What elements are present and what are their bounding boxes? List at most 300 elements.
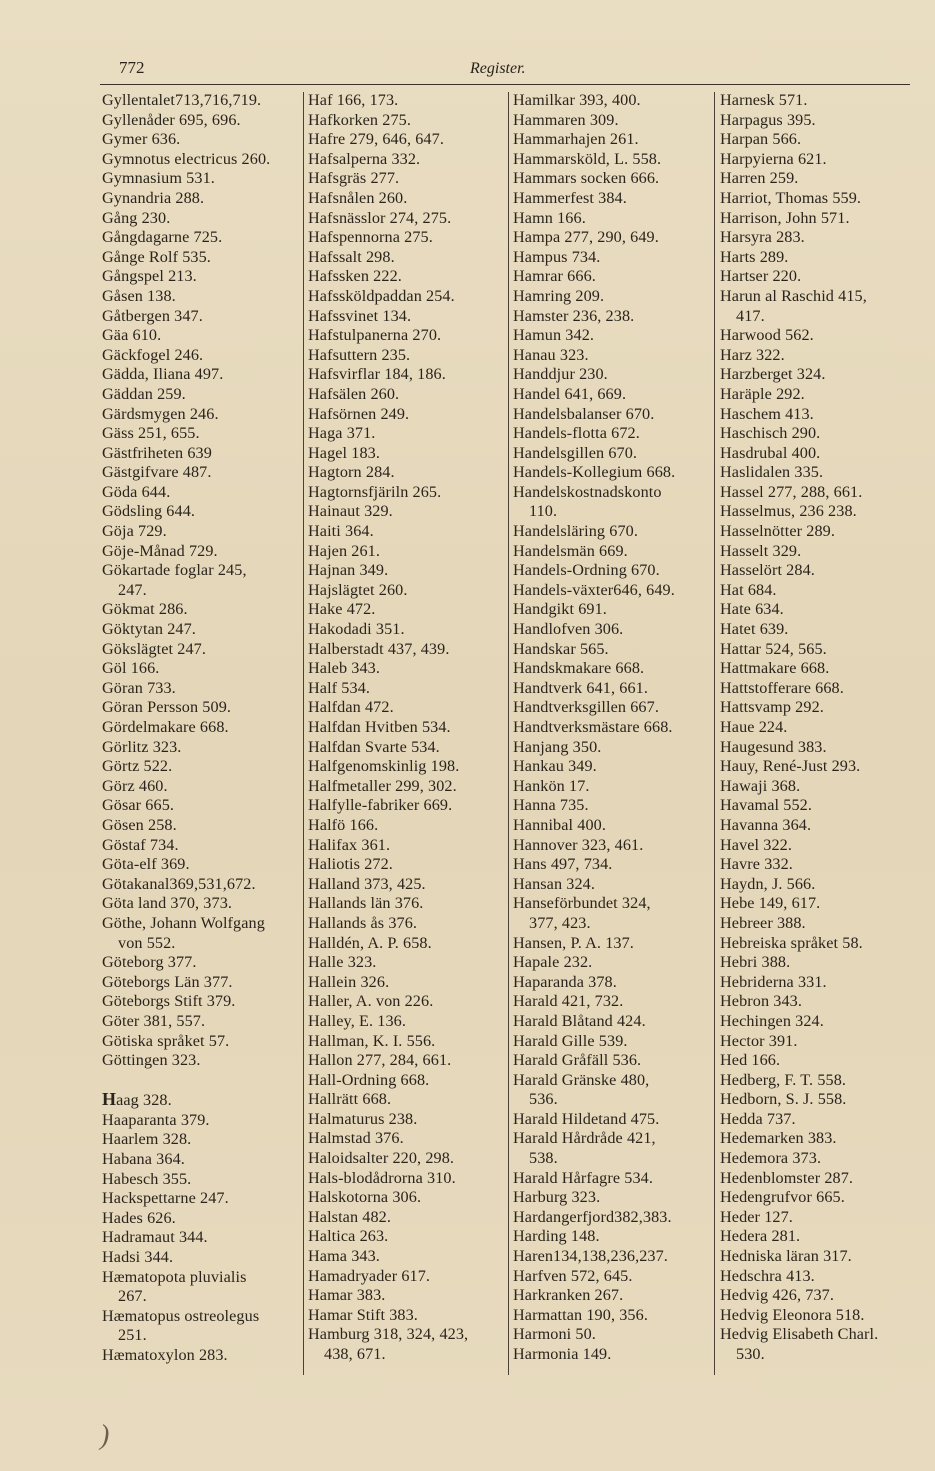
- index-entry: [513, 463, 711, 483]
- entry-text: Hafsörnen 249.: [308, 404, 410, 423]
- entry-text: Göktytan 247.: [102, 620, 196, 639]
- index-entry: [308, 1090, 504, 1110]
- entry-text: Harfven 572, 645.: [513, 1266, 633, 1285]
- index-entry: [720, 894, 916, 914]
- index-entry: [102, 1248, 298, 1268]
- index-entry: [102, 405, 298, 425]
- entry-text: Göl 166.: [102, 659, 160, 678]
- entry-text: Habana 364.: [102, 1150, 185, 1169]
- index-entry: [308, 777, 504, 797]
- index-entry: [102, 1209, 298, 1229]
- entry-text: Handels-flotta 672.: [513, 424, 640, 443]
- index-entry: [102, 91, 298, 111]
- index-entry: [102, 189, 298, 209]
- index-entry: [720, 1286, 916, 1306]
- index-entry: [513, 659, 711, 679]
- entry-text: Harsyra 283.: [720, 228, 805, 247]
- entry-text: Hawaji 368.: [720, 776, 801, 795]
- entry-text: Hakodadi 351.: [308, 620, 405, 639]
- entry-text: Handtverksmästare 668.: [513, 718, 673, 736]
- index-entry: [720, 228, 916, 248]
- index-entry: [720, 91, 916, 111]
- entry-text: Hector 391.: [720, 1031, 798, 1050]
- index-entry: [513, 1169, 711, 1189]
- entry-text: [102, 1091, 172, 1109]
- index-entry: [720, 875, 916, 895]
- entry-text: Hebreer 388.: [720, 913, 806, 932]
- index-entry: [102, 600, 298, 620]
- index-entry: [308, 738, 504, 758]
- index-entry: [720, 1090, 916, 1110]
- entry-text: Hapale 232.: [513, 953, 593, 972]
- entry-text: Gökmat 286.: [102, 600, 188, 619]
- index-entry: [720, 855, 916, 875]
- index-entry: [720, 777, 916, 797]
- index-entry: [513, 91, 711, 111]
- index-entry: [513, 1071, 711, 1110]
- index-entry: [513, 326, 711, 346]
- entry-text: Götakanal369,531,672.: [102, 874, 256, 893]
- index-entry: [308, 855, 504, 875]
- entry-text: Hamburg 318, 324, 423,: [308, 1325, 469, 1344]
- entry-text: Hamadryader 617.: [308, 1266, 431, 1285]
- index-entry: [720, 150, 916, 170]
- index-entry: [308, 365, 504, 385]
- entry-text: Gåsen 138.: [102, 286, 176, 305]
- index-entry: [720, 1110, 916, 1130]
- entry-text: Gångspel 213.: [102, 267, 197, 286]
- index-entry: [513, 130, 711, 150]
- entry-text: Halfmetaller 299, 302.: [308, 776, 457, 795]
- entry-text: Göta-elf 369.: [102, 855, 190, 874]
- entry-text: Halfdan 472.: [308, 698, 394, 717]
- entry-text: Gyllenåder 695, 696.: [102, 110, 241, 129]
- entry-text: Handlofven 306.: [513, 620, 624, 639]
- entry-text: Hallands ås 376.: [308, 913, 418, 932]
- index-entry: [720, 581, 916, 601]
- entry-text: Haschem 413.: [720, 404, 814, 423]
- entry-text: Hedemora 373.: [720, 1149, 822, 1168]
- index-entry: [720, 796, 916, 816]
- index-entry: [720, 130, 916, 150]
- index-entry: [102, 757, 298, 777]
- entry-text: Hedberg, F. T. 558.: [720, 1070, 847, 1089]
- index-entry: [102, 365, 298, 385]
- index-entry: [102, 1051, 298, 1071]
- entry-text: Haf 166, 173.: [308, 91, 399, 109]
- index-entry: [720, 1325, 916, 1364]
- entry-text: Handskar 565.: [513, 639, 609, 658]
- entry-text: Hallands län 376.: [308, 894, 424, 913]
- entry-text: Gäddan 259.: [102, 384, 186, 403]
- index-column-2: [308, 91, 504, 1365]
- index-entry: [513, 1110, 711, 1130]
- index-entry: [308, 1247, 504, 1267]
- entry-text: Handtverk 641, 661.: [513, 678, 648, 697]
- index-entry: [513, 483, 711, 522]
- entry-text: Hadramaut 344.: [102, 1228, 208, 1247]
- entry-text: Hedschra 413.: [720, 1266, 815, 1285]
- entry-text: Handel 641, 669.: [513, 384, 627, 403]
- index-entry: [513, 287, 711, 307]
- index-entry: [308, 698, 504, 718]
- index-entry: [513, 620, 711, 640]
- index-entry: [720, 1208, 916, 1228]
- index-entry: [102, 875, 298, 895]
- index-entry: [308, 581, 504, 601]
- index-entry: [720, 385, 916, 405]
- index-entry: [720, 1169, 916, 1189]
- entry-text: Hedera 281.: [720, 1227, 801, 1246]
- index-entry: [308, 973, 504, 993]
- index-entry: [102, 1307, 298, 1346]
- index-entry: [308, 1169, 504, 1189]
- entry-text: Gökartade foglar 245,: [102, 561, 247, 580]
- entry-continuation: 247.: [118, 580, 147, 599]
- running-head: Register.: [470, 60, 526, 77]
- entry-text: Handels-växter646, 649.: [513, 580, 675, 599]
- index-entry: [720, 973, 916, 993]
- entry-text: Hardangerfjord382,383.: [513, 1207, 672, 1226]
- entry-text: Hamar 383.: [308, 1286, 386, 1305]
- index-entry: [308, 757, 504, 777]
- entry-text: Hammerfest 384.: [513, 188, 627, 207]
- entry-text: Harts 289.: [720, 247, 789, 266]
- entry-text: Halmaturus 238.: [308, 1109, 418, 1128]
- entry-text: Hammarsköld, L. 558.: [513, 149, 662, 168]
- index-entry: [513, 111, 711, 131]
- index-entry: [102, 1150, 298, 1170]
- entry-text: Hajnan 349.: [308, 561, 389, 580]
- index-entry: [720, 111, 916, 131]
- entry-text: Gäa 610.: [102, 326, 162, 345]
- entry-continuation: 251.: [118, 1326, 147, 1345]
- index-entry: [308, 150, 504, 170]
- index-entry: [308, 542, 504, 562]
- entry-text: Gästgifvare 487.: [102, 463, 212, 482]
- entry-text: Hedemarken 383.: [720, 1129, 837, 1148]
- entry-text: Hedvig Elisabeth Charl.: [720, 1325, 879, 1344]
- index-entry: [720, 757, 916, 777]
- index-entry: [720, 718, 916, 738]
- entry-text: Harmoni 50.: [513, 1325, 596, 1344]
- index-entry: [308, 1286, 504, 1306]
- entry-text: Halstan 482.: [308, 1207, 392, 1226]
- entry-text: Haleb 343.: [308, 659, 381, 678]
- entry-text: Hebreiska språket 58.: [720, 933, 863, 952]
- index-entry: [102, 424, 298, 444]
- entry-text: Halle 323.: [308, 953, 377, 972]
- entry-text: Hasselört 284.: [720, 561, 815, 580]
- index-entry: [102, 718, 298, 738]
- entry-text: Halfgenomskinlig 198.: [308, 757, 460, 776]
- entry-text: Hedvig Eleonora 518.: [720, 1305, 865, 1324]
- entry-text: Gästfriheten 639: [102, 443, 212, 462]
- entry-text: Hafsalperna 332.: [308, 149, 421, 168]
- index-entry: [720, 522, 916, 542]
- index-entry: [102, 679, 298, 699]
- index-entry: [513, 816, 711, 836]
- entry-text: Hebe 149, 617.: [720, 894, 821, 913]
- index-entry: [102, 287, 298, 307]
- entry-text: Gymnotus electricus 260.: [102, 149, 271, 168]
- index-entry: [720, 934, 916, 954]
- entry-text: Halberstadt 437, 439.: [308, 639, 450, 658]
- index-entry: [308, 1208, 504, 1228]
- index-entry: [513, 405, 711, 425]
- entry-text: Hake 472.: [308, 600, 376, 619]
- index-entry: [102, 1189, 298, 1209]
- entry-text: Hals-blodådrorna 310.: [308, 1168, 456, 1187]
- index-entry: [513, 1306, 711, 1326]
- entry-text: Hafssköldpaddan 254.: [308, 286, 455, 305]
- index-entry: [308, 1267, 504, 1287]
- entry-text: Hajen 261.: [308, 541, 381, 560]
- index-entry: [308, 111, 504, 131]
- index-entry: [513, 1208, 711, 1228]
- entry-text: Haller, A. von 226.: [308, 992, 434, 1011]
- entry-text: Handdjur 230.: [513, 365, 608, 384]
- entry-text: Harald 421, 732.: [513, 992, 624, 1011]
- index-entry: [308, 796, 504, 816]
- entry-text: Göje-Månad 729.: [102, 541, 218, 560]
- index-entry: [308, 1188, 504, 1208]
- index-entry: [720, 1149, 916, 1169]
- entry-text: Halifax 361.: [308, 835, 391, 854]
- index-entry: [720, 346, 916, 366]
- index-entry: [102, 698, 298, 718]
- index-entry: [513, 228, 711, 248]
- entry-text: Harnesk 571.: [720, 91, 808, 109]
- index-entry: [308, 307, 504, 327]
- index-entry: [513, 248, 711, 268]
- index-entry: [102, 973, 298, 993]
- index-entry: [720, 698, 916, 718]
- index-entry: [102, 836, 298, 856]
- index-entry: [102, 228, 298, 248]
- entry-text: Haloidsalter 220, 298.: [308, 1149, 455, 1168]
- entry-text: Hafre 279, 646, 647.: [308, 130, 444, 149]
- entry-text: Harding 148.: [513, 1227, 600, 1246]
- column-divider: [303, 92, 304, 1375]
- index-entry: [720, 738, 916, 758]
- entry-text: Harzberget 324.: [720, 365, 826, 384]
- index-entry: [102, 1268, 298, 1307]
- entry-continuation: 530.: [736, 1345, 765, 1363]
- entry-text: Hagel 183.: [308, 443, 381, 462]
- index-entry: [102, 659, 298, 679]
- entry-text: Gädda, Iliana 497.: [102, 365, 224, 384]
- entry-text: Haugesund 383.: [720, 737, 827, 756]
- index-entry: [513, 1188, 711, 1208]
- entry-text: Harburg 323.: [513, 1188, 601, 1207]
- entry-text: Halmstad 376.: [308, 1129, 404, 1148]
- entry-text: Harald Gränske 480,: [513, 1070, 650, 1089]
- entry-text: Gördelmakare 668.: [102, 718, 229, 736]
- entry-text: Hafspennorna 275.: [308, 228, 433, 247]
- index-entry: [102, 640, 298, 660]
- entry-text: Hafsgräs 277.: [308, 169, 400, 188]
- entry-text: Hammars socken 666.: [513, 169, 660, 188]
- entry-text: Gynandria 288.: [102, 188, 205, 207]
- index-entry: [513, 307, 711, 327]
- entry-text: Havamal 552.: [720, 796, 813, 815]
- entry-text: Haue 224.: [720, 718, 788, 736]
- header-rule: [100, 84, 910, 85]
- index-entry: [513, 953, 711, 973]
- index-entry: [513, 150, 711, 170]
- index-entry: [102, 855, 298, 875]
- entry-text: Hasselnötter 289.: [720, 522, 835, 541]
- entry-text: Görlitz 323.: [102, 737, 182, 756]
- index-entry: [720, 502, 916, 522]
- entry-text: Hafsvirflar 184, 186.: [308, 365, 446, 384]
- entry-text: Gymnasium 531.: [102, 169, 215, 188]
- entry-text: Hate 634.: [720, 600, 784, 619]
- entry-text: Hankau 349.: [513, 757, 597, 776]
- index-entry: [513, 1286, 711, 1306]
- entry-text: Hadsi 344.: [102, 1248, 174, 1267]
- entry-text: Harald Hårfagre 534.: [513, 1168, 653, 1187]
- entry-text: Haydn, J. 566.: [720, 874, 816, 893]
- index-entry: [308, 561, 504, 581]
- entry-text: Hallein 326.: [308, 972, 390, 991]
- entry-text: Handskmakare 668.: [513, 659, 645, 678]
- index-entry: [720, 287, 916, 326]
- entry-continuation: 438, 671.: [324, 1345, 386, 1363]
- entry-text: Hanna 735.: [513, 796, 589, 815]
- entry-text: Halley, E. 136.: [308, 1011, 406, 1030]
- index-entry: [720, 1247, 916, 1267]
- entry-text: Hæmatoxylon 283.: [102, 1346, 228, 1364]
- entry-text: Hattstofferare 668.: [720, 678, 844, 697]
- entry-text: Hedengrufvor 665.: [720, 1188, 845, 1207]
- entry-text: Hansan 324.: [513, 874, 596, 893]
- index-entry: [720, 463, 916, 483]
- index-entry: [513, 346, 711, 366]
- entry-text: Hat 684.: [720, 580, 777, 599]
- index-entry: [720, 914, 916, 934]
- index-entry: [308, 992, 504, 1012]
- index-entry: [513, 640, 711, 660]
- index-entry: [720, 561, 916, 581]
- entry-text: Hackspettarne 247.: [102, 1189, 229, 1208]
- entry-text: Hamring 209.: [513, 286, 605, 305]
- entry-text: Harrison, John 571.: [720, 208, 850, 227]
- index-entry: [102, 816, 298, 836]
- index-entry: [720, 365, 916, 385]
- index-entry: [720, 542, 916, 562]
- entry-text: Görz 460.: [102, 776, 168, 795]
- index-entry: [720, 1129, 916, 1149]
- entry-text: Hankön 17.: [513, 776, 590, 795]
- entry-text: Haren134,138,236,237.: [513, 1247, 668, 1266]
- entry-text: Hall-Ordning 668.: [308, 1070, 430, 1089]
- entry-text: Hassel 277, 288, 661.: [720, 482, 863, 501]
- index-entry: [513, 836, 711, 856]
- index-entry: [720, 1267, 916, 1287]
- index-entry: [102, 248, 298, 268]
- index-entry: [513, 1227, 711, 1247]
- entry-text: Hans 497, 734.: [513, 855, 613, 874]
- index-entry: [513, 600, 711, 620]
- entry-text: Hatet 639.: [720, 620, 789, 639]
- entry-text: Hafssalt 298.: [308, 247, 395, 266]
- index-entry: [513, 522, 711, 542]
- entry-text: Hanau 323.: [513, 345, 589, 364]
- entry-text: Hannover 323, 461.: [513, 835, 644, 854]
- index-entry: [102, 1032, 298, 1052]
- index-entry: [720, 189, 916, 209]
- index-entry: [720, 1188, 916, 1208]
- index-entry: [308, 1012, 504, 1032]
- index-entry: [513, 365, 711, 385]
- entry-text: Hajslägtet 260.: [308, 580, 408, 599]
- entry-text: Hedniska läran 317.: [720, 1247, 852, 1266]
- index-entry: [102, 992, 298, 1012]
- entry-text: Görtz 522.: [102, 757, 173, 776]
- index-entry: [513, 209, 711, 229]
- index-entry: [102, 444, 298, 464]
- entry-text: Halfdan Hvitben 534.: [308, 718, 451, 736]
- entry-text: Gåtbergen 347.: [102, 306, 203, 325]
- entry-text: Hansen, P. A. 137.: [513, 933, 634, 952]
- entry-text: Halskotorna 306.: [308, 1188, 422, 1207]
- index-entry: [308, 522, 504, 542]
- entry-text: Haiti 364.: [308, 522, 374, 541]
- index-entry: [720, 444, 916, 464]
- index-entry: [308, 1051, 504, 1071]
- entry-text: Göran Persson 509.: [102, 698, 232, 717]
- entry-continuation: 267.: [118, 1287, 147, 1306]
- entry-text: Hanjang 350.: [513, 737, 602, 756]
- entry-continuation: 417.: [736, 306, 765, 325]
- index-entry: [720, 1306, 916, 1326]
- index-entry: [308, 1149, 504, 1169]
- index-entry: [513, 1032, 711, 1052]
- entry-text: Gäss 251, 655.: [102, 424, 200, 443]
- entry-text: Havanna 364.: [720, 815, 812, 834]
- index-entry: [720, 1012, 916, 1032]
- index-entry: [513, 267, 711, 287]
- entry-text: Harpan 566.: [720, 130, 802, 149]
- index-entry: [720, 1051, 916, 1071]
- index-entry: [720, 1071, 916, 1091]
- index-entry: [513, 698, 711, 718]
- entry-text: Göteborgs Stift 379.: [102, 992, 236, 1011]
- index-entry: [308, 875, 504, 895]
- entry-text: Hamn 166.: [513, 208, 586, 227]
- entry-text: Gymer 636.: [102, 130, 181, 149]
- index-entry: [513, 1267, 711, 1287]
- index-entry: [308, 1110, 504, 1130]
- index-entry: [308, 600, 504, 620]
- entry-text: Hafssken 222.: [308, 267, 402, 286]
- entry-text: Hattar 524, 565.: [720, 639, 827, 658]
- entry-text: Hafkorken 275.: [308, 110, 411, 129]
- entry-text: Hafssvinet 134.: [308, 306, 412, 325]
- entry-continuation: 377, 423.: [529, 913, 591, 932]
- entry-text: Hed 166.: [720, 1051, 781, 1070]
- index-entry: [513, 169, 711, 189]
- entry-text: Hammaren 309.: [513, 110, 619, 129]
- index-entry: [308, 1306, 504, 1326]
- entry-text: Göttingen 323.: [102, 1051, 201, 1070]
- index-entry: [308, 326, 504, 346]
- entry-text: Hallman, K. I. 556.: [308, 1031, 436, 1050]
- index-entry: [102, 326, 298, 346]
- index-entry: [308, 620, 504, 640]
